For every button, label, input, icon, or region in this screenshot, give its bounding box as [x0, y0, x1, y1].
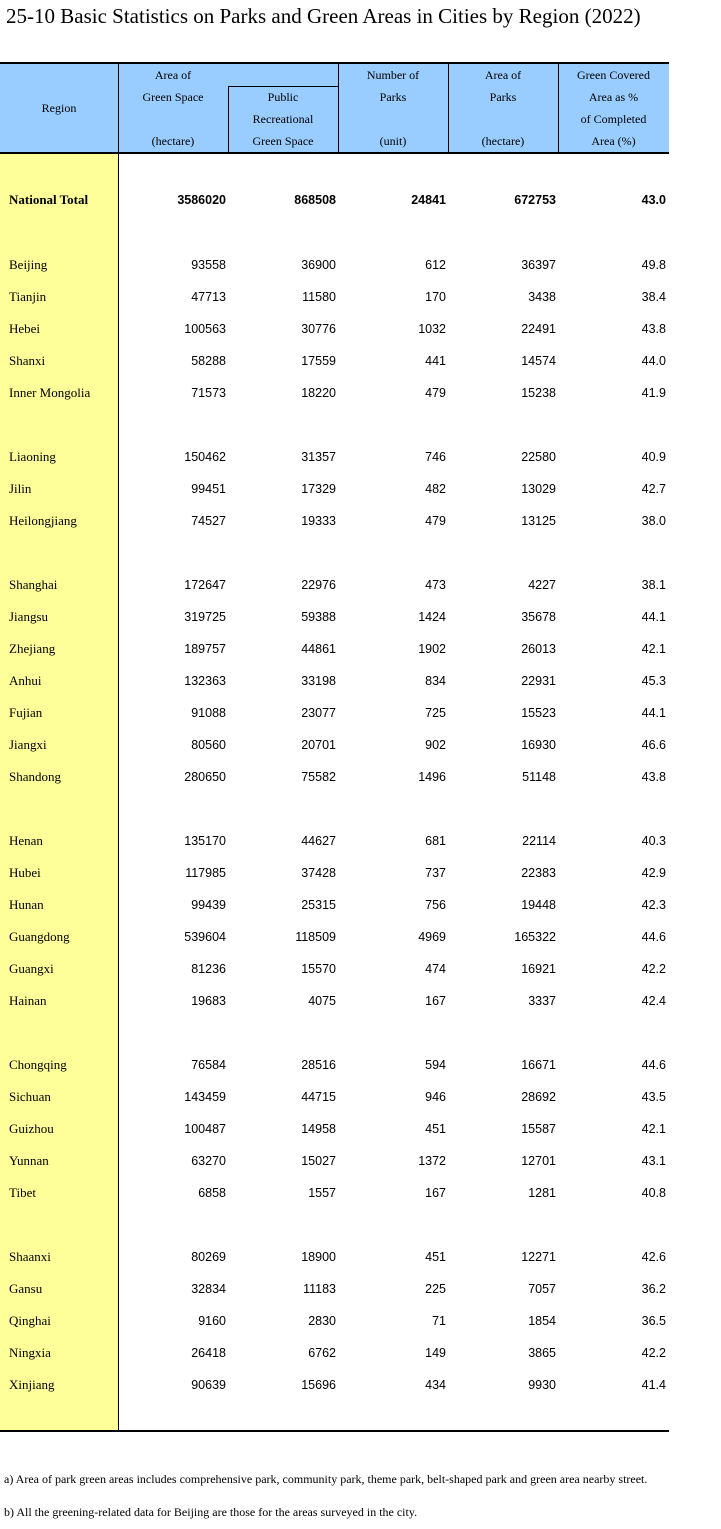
public-space-cell: 44627 [301, 834, 336, 848]
public-space-cell: 59388 [301, 610, 336, 624]
public-space-cell: 17559 [301, 354, 336, 368]
number-of-parks-cell: 473 [425, 578, 446, 592]
green-covered-pct-cell: 41.9 [641, 386, 666, 400]
region-cell: Yunnan [9, 1153, 49, 1168]
header-public-line1: Public [267, 90, 299, 104]
header-park-area-line2: Parks [489, 90, 517, 104]
park-area-cell: 12701 [521, 1154, 556, 1168]
green-covered-pct-cell: 42.2 [641, 962, 666, 976]
park-area-cell: 15587 [521, 1122, 556, 1136]
public-space-cell: 75582 [301, 770, 336, 784]
header-green-space-unit: (hectare) [151, 134, 195, 148]
public-space-cell: 28516 [301, 1058, 336, 1072]
green-space-cell: 6858 [198, 1186, 226, 1200]
header-parks-line2: Parks [379, 90, 407, 104]
green-covered-pct-cell: 36.5 [641, 1314, 666, 1328]
park-area-cell: 13029 [521, 482, 556, 496]
green-covered-pct-cell: 41.4 [641, 1378, 666, 1392]
green-space-cell: 32834 [191, 1282, 226, 1296]
park-area-cell: 672753 [514, 193, 556, 207]
number-of-parks-cell: 946 [425, 1090, 446, 1104]
number-of-parks-cell: 746 [425, 450, 446, 464]
number-of-parks-cell: 225 [425, 1282, 446, 1296]
green-covered-pct-cell: 38.1 [641, 578, 666, 592]
green-covered-pct-cell: 43.1 [641, 1154, 666, 1168]
region-cell: Jiangxi [9, 737, 47, 752]
park-area-cell: 15238 [521, 386, 556, 400]
park-area-cell: 12271 [521, 1250, 556, 1264]
region-cell: Jiangsu [9, 609, 48, 624]
region-cell: Inner Mongolia [9, 385, 91, 400]
table-bottom-rule [0, 1430, 669, 1432]
green-covered-pct-cell: 43.8 [641, 322, 666, 336]
green-covered-pct-cell: 38.4 [641, 290, 666, 304]
park-area-cell: 22491 [521, 322, 556, 336]
public-space-cell: 6762 [308, 1346, 336, 1360]
number-of-parks-cell: 451 [425, 1122, 446, 1136]
region-cell: Tibet [9, 1185, 36, 1200]
public-space-cell: 33198 [301, 674, 336, 688]
green-covered-pct-cell: 43.5 [641, 1090, 666, 1104]
green-space-cell: 117985 [185, 866, 226, 880]
public-space-cell: 15570 [301, 962, 336, 976]
green-covered-pct-cell: 36.2 [641, 1282, 666, 1296]
region-cell: Xinjiang [9, 1377, 55, 1392]
green-space-cell: 93558 [191, 258, 226, 272]
number-of-parks-cell: 170 [425, 290, 446, 304]
header-covered-line3: of Completed [580, 112, 647, 126]
green-space-cell: 58288 [191, 354, 226, 368]
public-space-cell: 14958 [301, 1122, 336, 1136]
green-covered-pct-cell: 42.1 [641, 1122, 666, 1136]
public-space-cell: 20701 [301, 738, 336, 752]
green-space-cell: 26418 [191, 1346, 226, 1360]
green-covered-pct-cell: 42.7 [641, 482, 666, 496]
number-of-parks-cell: 479 [425, 386, 446, 400]
green-covered-pct-cell: 44.1 [641, 610, 666, 624]
number-of-parks-cell: 1496 [418, 770, 446, 784]
header-parks-line1: Number of [366, 68, 420, 82]
number-of-parks-cell: 482 [425, 482, 446, 496]
number-of-parks-cell: 681 [425, 834, 446, 848]
green-space-cell: 91088 [191, 706, 226, 720]
number-of-parks-cell: 594 [425, 1058, 446, 1072]
park-area-cell: 9930 [528, 1378, 556, 1392]
park-area-cell: 51148 [522, 770, 556, 784]
park-area-cell: 15523 [521, 706, 556, 720]
green-covered-pct-cell: 46.6 [641, 738, 666, 752]
green-space-cell: 539604 [184, 930, 226, 944]
green-space-cell: 280650 [184, 770, 226, 784]
number-of-parks-cell: 474 [425, 962, 446, 976]
park-area-cell: 16671 [521, 1058, 556, 1072]
green-covered-pct-cell: 49.8 [641, 258, 666, 272]
green-covered-pct-cell: 45.3 [641, 674, 666, 688]
region-cell: Guangdong [9, 929, 70, 944]
public-space-cell: 18220 [301, 386, 336, 400]
green-space-cell: 143459 [184, 1090, 226, 1104]
green-covered-pct-cell: 44.6 [641, 1058, 666, 1072]
public-space-cell: 30776 [301, 322, 336, 336]
green-covered-pct-cell: 40.8 [641, 1186, 666, 1200]
region-cell: Guizhou [9, 1121, 54, 1136]
header-public-line2: Recreational [252, 112, 314, 126]
park-area-cell: 4227 [528, 578, 556, 592]
green-space-cell: 150462 [184, 450, 226, 464]
green-covered-pct-cell: 44.0 [641, 354, 666, 368]
park-area-cell: 16930 [521, 738, 556, 752]
public-space-cell: 118509 [295, 930, 336, 944]
green-covered-pct-cell: 42.9 [641, 866, 666, 880]
park-area-cell: 36397 [521, 258, 556, 272]
header-covered-line2: Area as % [588, 90, 639, 104]
header-covered-line4: Area (%) [591, 134, 636, 148]
park-area-cell: 165322 [514, 930, 556, 944]
number-of-parks-cell: 1424 [418, 610, 446, 624]
green-space-cell: 172647 [184, 578, 226, 592]
public-space-cell: 868508 [294, 193, 336, 207]
header-green-space-line1: Area of [154, 68, 192, 82]
public-space-cell: 11580 [302, 290, 336, 304]
region-cell: Gansu [9, 1281, 43, 1296]
region-cell: Jilin [9, 481, 32, 496]
number-of-parks-cell: 4969 [418, 930, 446, 944]
green-space-cell: 189757 [184, 642, 226, 656]
region-cell: Shanghai [9, 577, 58, 592]
green-covered-pct-cell: 44.6 [641, 930, 666, 944]
number-of-parks-cell: 167 [425, 1186, 446, 1200]
header-bottom-rule [0, 152, 669, 154]
number-of-parks-cell: 441 [425, 354, 446, 368]
region-cell: Shaanxi [9, 1249, 51, 1264]
number-of-parks-cell: 479 [425, 514, 446, 528]
public-space-cell: 1557 [308, 1186, 336, 1200]
region-cell: Henan [9, 833, 43, 848]
number-of-parks-cell: 434 [425, 1378, 446, 1392]
public-space-cell: 22976 [301, 578, 336, 592]
region-cell: Hebei [9, 321, 41, 336]
green-covered-pct-cell: 42.2 [641, 1346, 666, 1360]
public-space-cell: 31357 [301, 450, 336, 464]
number-of-parks-cell: 24841 [411, 193, 446, 207]
region-cell: Fujian [9, 705, 43, 720]
region-cell: Heilongjiang [9, 513, 77, 528]
region-cell: Liaoning [9, 449, 56, 464]
region-cell: Sichuan [9, 1089, 51, 1104]
green-space-cell: 319725 [184, 610, 226, 624]
footnote-a: a) Area of park green areas includes comprehensive park, community park, theme park, belt-shaped park and green area nearby street. [4, 1472, 648, 1486]
green-space-cell: 81236 [191, 962, 226, 976]
green-space-cell: 74527 [191, 514, 226, 528]
region-cell: Hainan [9, 993, 47, 1008]
region-cell: Ningxia [9, 1345, 51, 1360]
green-space-cell: 99439 [191, 898, 226, 912]
green-covered-pct-cell: 38.0 [641, 514, 666, 528]
green-space-cell: 99451 [191, 482, 226, 496]
green-space-cell: 100563 [184, 322, 226, 336]
green-covered-pct-cell: 43.0 [641, 193, 666, 207]
park-area-cell: 28692 [521, 1090, 556, 1104]
header-green-space-line2: Green Space [142, 90, 204, 104]
park-area-cell: 3865 [528, 1346, 556, 1360]
footnote-b: b) All the greening-related data for Beijing are those for the areas surveyed in the city. [4, 1505, 418, 1519]
region-cell: Hubei [9, 865, 41, 880]
public-space-cell: 4075 [308, 994, 336, 1008]
public-space-cell: 44861 [301, 642, 336, 656]
park-area-cell: 7057 [528, 1282, 556, 1296]
number-of-parks-cell: 902 [425, 738, 446, 752]
public-space-cell: 11183 [303, 1282, 336, 1296]
region-column-divider [118, 63, 119, 1431]
green-space-cell: 63270 [191, 1154, 226, 1168]
green-space-cell: 19683 [191, 994, 226, 1008]
public-space-cell: 19333 [301, 514, 336, 528]
green-covered-pct-cell: 42.4 [641, 994, 666, 1008]
green-space-cell: 135170 [184, 834, 226, 848]
public-space-cell: 44715 [301, 1090, 336, 1104]
green-space-cell: 132363 [184, 674, 226, 688]
park-area-cell: 19448 [521, 898, 556, 912]
region-cell: Anhui [9, 673, 42, 688]
public-space-cell: 36900 [301, 258, 336, 272]
public-space-cell: 2830 [308, 1314, 336, 1328]
number-of-parks-cell: 725 [425, 706, 446, 720]
number-of-parks-cell: 149 [425, 1346, 446, 1360]
green-space-cell: 90639 [191, 1378, 226, 1392]
region-cell: Chongqing [9, 1057, 67, 1072]
green-covered-pct-cell: 40.3 [641, 834, 666, 848]
region-cell: Hunan [9, 897, 44, 912]
number-of-parks-cell: 71 [432, 1314, 446, 1328]
region-cell: Shandong [9, 769, 61, 784]
green-covered-pct-cell: 42.6 [641, 1250, 666, 1264]
park-area-cell: 14574 [521, 354, 556, 368]
public-space-cell: 18900 [301, 1250, 336, 1264]
park-area-cell: 1854 [528, 1314, 556, 1328]
region-cell: Tianjin [9, 289, 47, 304]
public-space-cell: 37428 [301, 866, 336, 880]
page-title: 25-10 Basic Statistics on Parks and Green Areas in Cities by Region (2022) [6, 4, 641, 28]
green-space-cell: 76584 [191, 1058, 226, 1072]
number-of-parks-cell: 756 [425, 898, 446, 912]
header-park-area-unit: (hectare) [481, 134, 525, 148]
number-of-parks-cell: 1902 [418, 642, 446, 656]
number-of-parks-cell: 834 [425, 674, 446, 688]
public-space-cell: 25315 [301, 898, 336, 912]
green-space-cell: 80269 [191, 1250, 226, 1264]
green-space-cell: 80560 [191, 738, 226, 752]
region-cell: Shanxi [9, 353, 46, 368]
public-space-cell: 15696 [301, 1378, 336, 1392]
region-column-band [0, 153, 118, 1430]
number-of-parks-cell: 737 [425, 866, 446, 880]
green-covered-pct-cell: 42.3 [641, 898, 666, 912]
number-of-parks-cell: 451 [425, 1250, 446, 1264]
region-cell: Qinghai [9, 1313, 51, 1328]
green-space-cell: 9160 [198, 1314, 226, 1328]
green-space-cell: 100487 [184, 1122, 226, 1136]
park-area-cell: 1281 [528, 1186, 556, 1200]
region-cell: Beijing [9, 257, 48, 272]
header-parks-unit: (unit) [379, 134, 407, 148]
green-space-cell: 47713 [191, 290, 226, 304]
region-cell: Zhejiang [9, 641, 56, 656]
header-park-area-line1: Area of [484, 68, 522, 82]
number-of-parks-cell: 167 [425, 994, 446, 1008]
region-cell: Guangxi [9, 961, 54, 976]
green-covered-pct-cell: 43.8 [641, 770, 666, 784]
public-space-cell: 23077 [301, 706, 336, 720]
park-area-cell: 22114 [522, 834, 556, 848]
park-area-cell: 22383 [521, 866, 556, 880]
header-region: Region [41, 101, 77, 115]
green-covered-pct-cell: 40.9 [641, 450, 666, 464]
header-covered-line1: Green Covered [577, 68, 650, 82]
green-covered-pct-cell: 42.1 [641, 642, 666, 656]
park-area-cell: 3337 [528, 994, 556, 1008]
public-space-cell: 15027 [301, 1154, 336, 1168]
region-cell: National Total [9, 192, 89, 207]
number-of-parks-cell: 1032 [418, 322, 446, 336]
number-of-parks-cell: 612 [425, 258, 446, 272]
green-space-cell: 3586020 [177, 193, 226, 207]
park-area-cell: 26013 [521, 642, 556, 656]
header-public-line3: Green Space [252, 134, 314, 148]
park-area-cell: 35678 [521, 610, 556, 624]
park-area-cell: 22931 [521, 674, 556, 688]
public-space-cell: 17329 [301, 482, 336, 496]
green-space-cell: 71573 [191, 386, 226, 400]
park-area-cell: 16921 [521, 962, 556, 976]
green-covered-pct-cell: 44.1 [641, 706, 666, 720]
park-area-cell: 22580 [521, 450, 556, 464]
park-area-cell: 13125 [521, 514, 556, 528]
number-of-parks-cell: 1372 [418, 1154, 446, 1168]
park-area-cell: 3438 [528, 290, 556, 304]
